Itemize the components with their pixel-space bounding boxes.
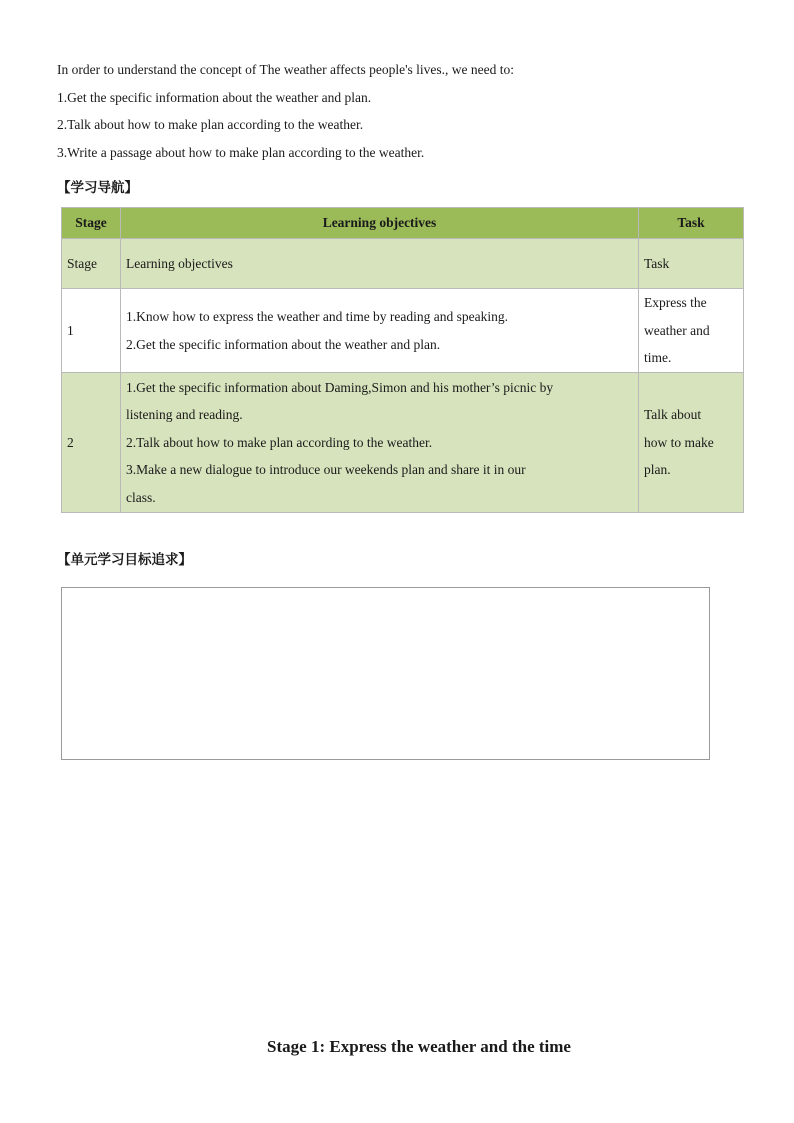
cell-stage: Stage [62, 239, 121, 289]
task-line: plan. [644, 462, 671, 478]
cell-task [639, 289, 744, 373]
intro-line: In order to understand the concept of The weather affects people's lives., we need to: [57, 62, 515, 77]
goal-input-box [61, 587, 710, 760]
intro-line: 2.Talk about how to make plan according to the weather. [57, 117, 364, 132]
objective-line: 3.Make a new dialogue to introduce our weekends plan and share it in our [126, 462, 526, 478]
task-line: time. [644, 350, 672, 366]
objective-line: 2.Talk about how to make plan according to the weather. [126, 434, 433, 450]
objective-line: listening and reading. [126, 407, 243, 423]
cell-objectives [121, 289, 639, 373]
table-header-row [62, 208, 744, 239]
header-task: Task [639, 208, 744, 239]
objective-line: 2.Get the specific information about the weather and plan. [126, 336, 441, 352]
learning-navigation-table [61, 207, 744, 513]
objective-line: 1.Get the specific information about Daming,Simon and his mother’s picnic by [126, 379, 554, 395]
task-line: weather and [644, 322, 710, 338]
task-line: Task [644, 255, 670, 271]
nav-section-title: 【学习导航】 [57, 180, 138, 196]
cell-objectives [121, 239, 639, 289]
cell-stage: 2 [62, 373, 121, 513]
goal-section-title: 【单元学习目标追求】 [57, 552, 192, 568]
cell-stage: 1 [62, 289, 121, 373]
intro-line: 1.Get the specific information about the weather and plan. [57, 89, 372, 105]
objective-line: Learning objectives [126, 255, 233, 271]
cell-objectives [121, 373, 639, 513]
task-line: Express the [644, 295, 707, 311]
table-row [62, 239, 744, 289]
objective-line: class. [126, 489, 156, 505]
header-stage: Stage [62, 208, 121, 239]
cell-task [639, 239, 744, 289]
header-objectives: Learning objectives [121, 208, 639, 239]
task-line: Talk about [644, 407, 702, 423]
task-line: how to make [644, 434, 714, 450]
stage-heading: Stage 1: Express the weather and the time [267, 1037, 571, 1056]
intro-text [57, 56, 514, 166]
table-row [62, 289, 744, 373]
intro-line: 3.Write a passage about how to make plan according to the weather. [57, 144, 425, 160]
cell-task [639, 373, 744, 513]
objective-line: 1.Know how to express the weather and time by reading and speaking. [126, 309, 509, 324]
table-row [62, 373, 744, 513]
